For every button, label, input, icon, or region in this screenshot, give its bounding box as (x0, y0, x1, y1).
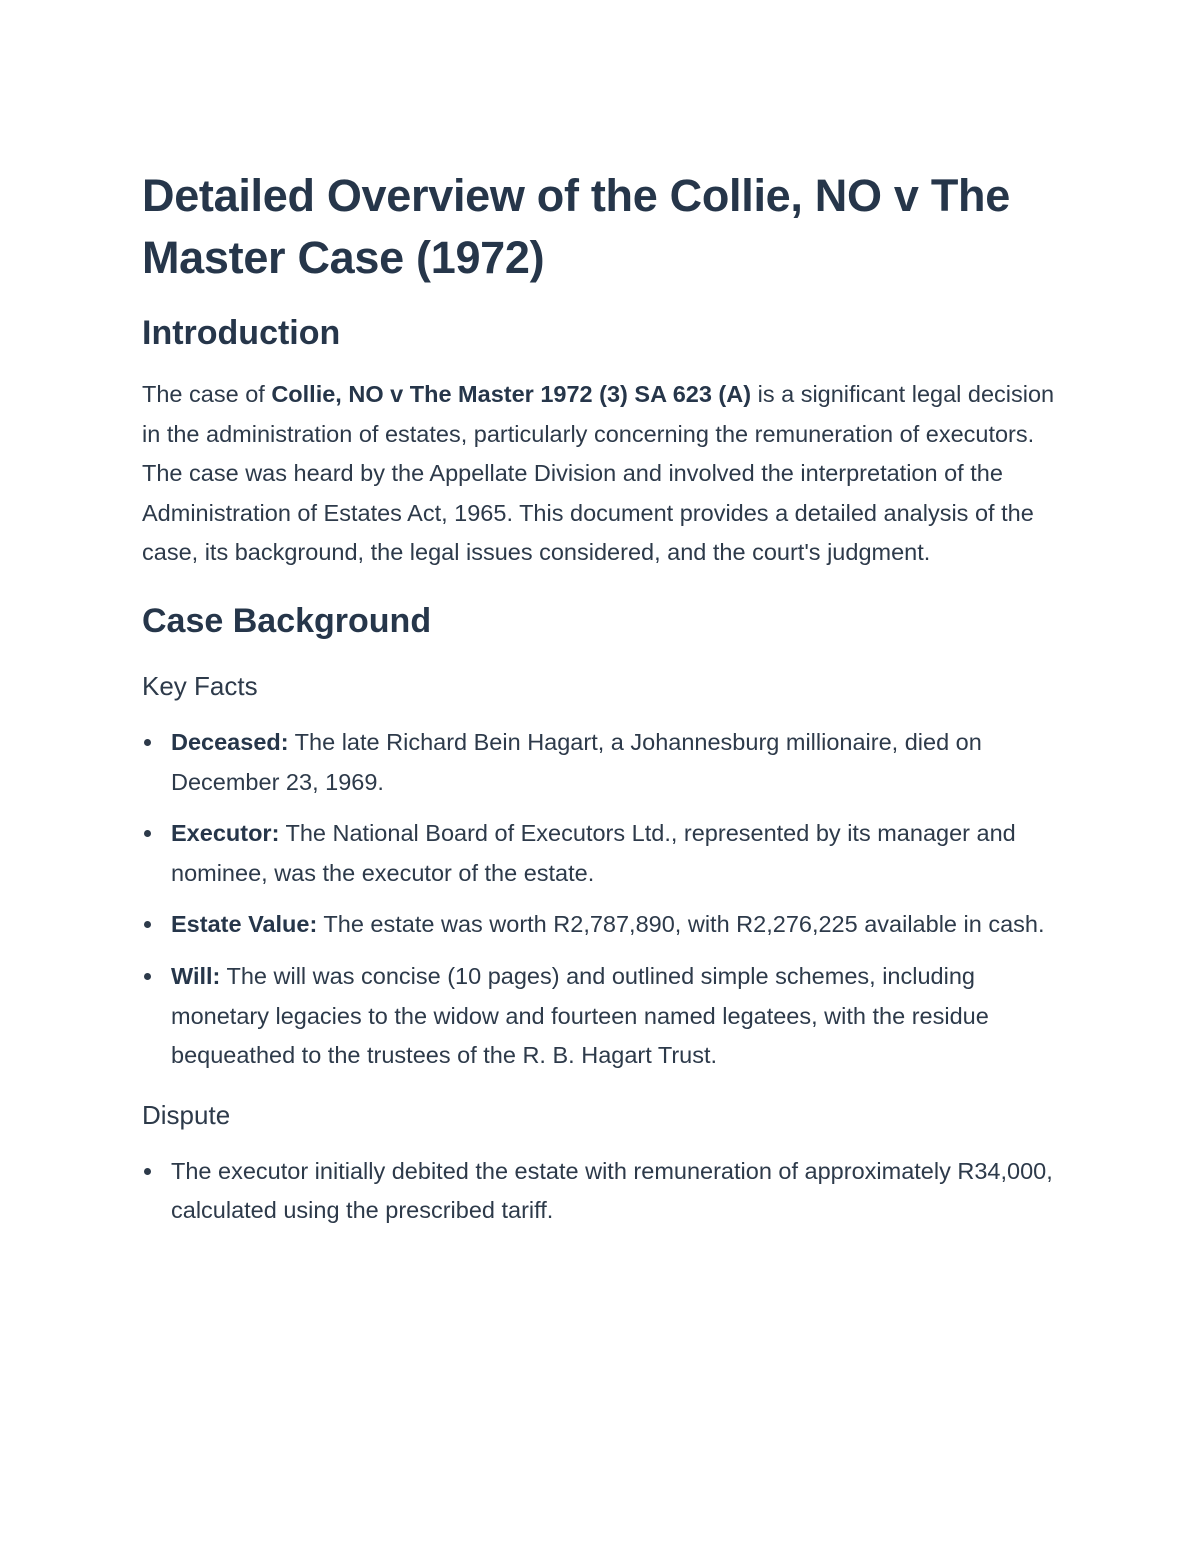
introduction-text-suffix: is a significant legal decision in the administration of estates, particularly concerning the remuneration of executors. The case was heard by the Appellate Division and involved the interpretation of the Administration of Estates Act, 1965. This document provides a detailed analysis of the case, its background, the legal issues considered, and the court's judgment. (142, 381, 1055, 566)
list-item (142, 957, 1062, 1076)
list-item (142, 723, 1062, 802)
introduction-paragraph (142, 375, 1062, 573)
dispute-list (142, 1152, 1062, 1231)
bullet-icon (144, 830, 151, 837)
dispute-heading: Dispute (142, 1099, 231, 1130)
key-facts-heading: Key Facts (142, 670, 258, 701)
case-citation: Collie, NO v The Master 1972 (3) SA 623 (A) (271, 381, 752, 407)
fact-label: Will: (171, 962, 221, 989)
fact-label: Executor: (171, 820, 280, 847)
case-background-heading: Case Background (142, 601, 432, 640)
fact-text: The estate was worth R2,787,890, with R2,276,225 available in cash. (317, 911, 1045, 938)
list-item (142, 814, 1062, 893)
document-title: Detailed Overview of the Collie, NO v The Master Case (1972) (142, 170, 1010, 283)
list-item (142, 1152, 1062, 1231)
fact-text: The late Richard Bein Hagart, a Johannesburg millionaire, died on December 23, 1969. (171, 728, 982, 795)
document-page (142, 165, 1062, 1231)
bullet-icon (144, 739, 151, 746)
list-item (142, 905, 1062, 945)
bullet-icon (144, 921, 151, 928)
bullet-icon (144, 973, 151, 980)
fact-label: Estate Value: (171, 911, 318, 938)
fact-text: The National Board of Executors Ltd., represented by its manager and nominee, was the executor of the estate. (171, 820, 1016, 886)
introduction-heading: Introduction (142, 314, 341, 352)
introduction-text-prefix: The case of (142, 381, 272, 407)
fact-text: The will was concise (10 pages) and outlined simple schemes, including monetary legacies to the widow and fourteen named legatees, with the residue bequeathed to the trustees of the R. B. Hagart Trust. (171, 962, 989, 1069)
key-facts-list (142, 723, 1062, 1076)
fact-label: Deceased: (171, 728, 289, 755)
bullet-icon (144, 1168, 151, 1175)
dispute-text: The executor initially debited the estate with remuneration of approximately R34,000, calculated using the prescribed tariff. (171, 1157, 1053, 1224)
